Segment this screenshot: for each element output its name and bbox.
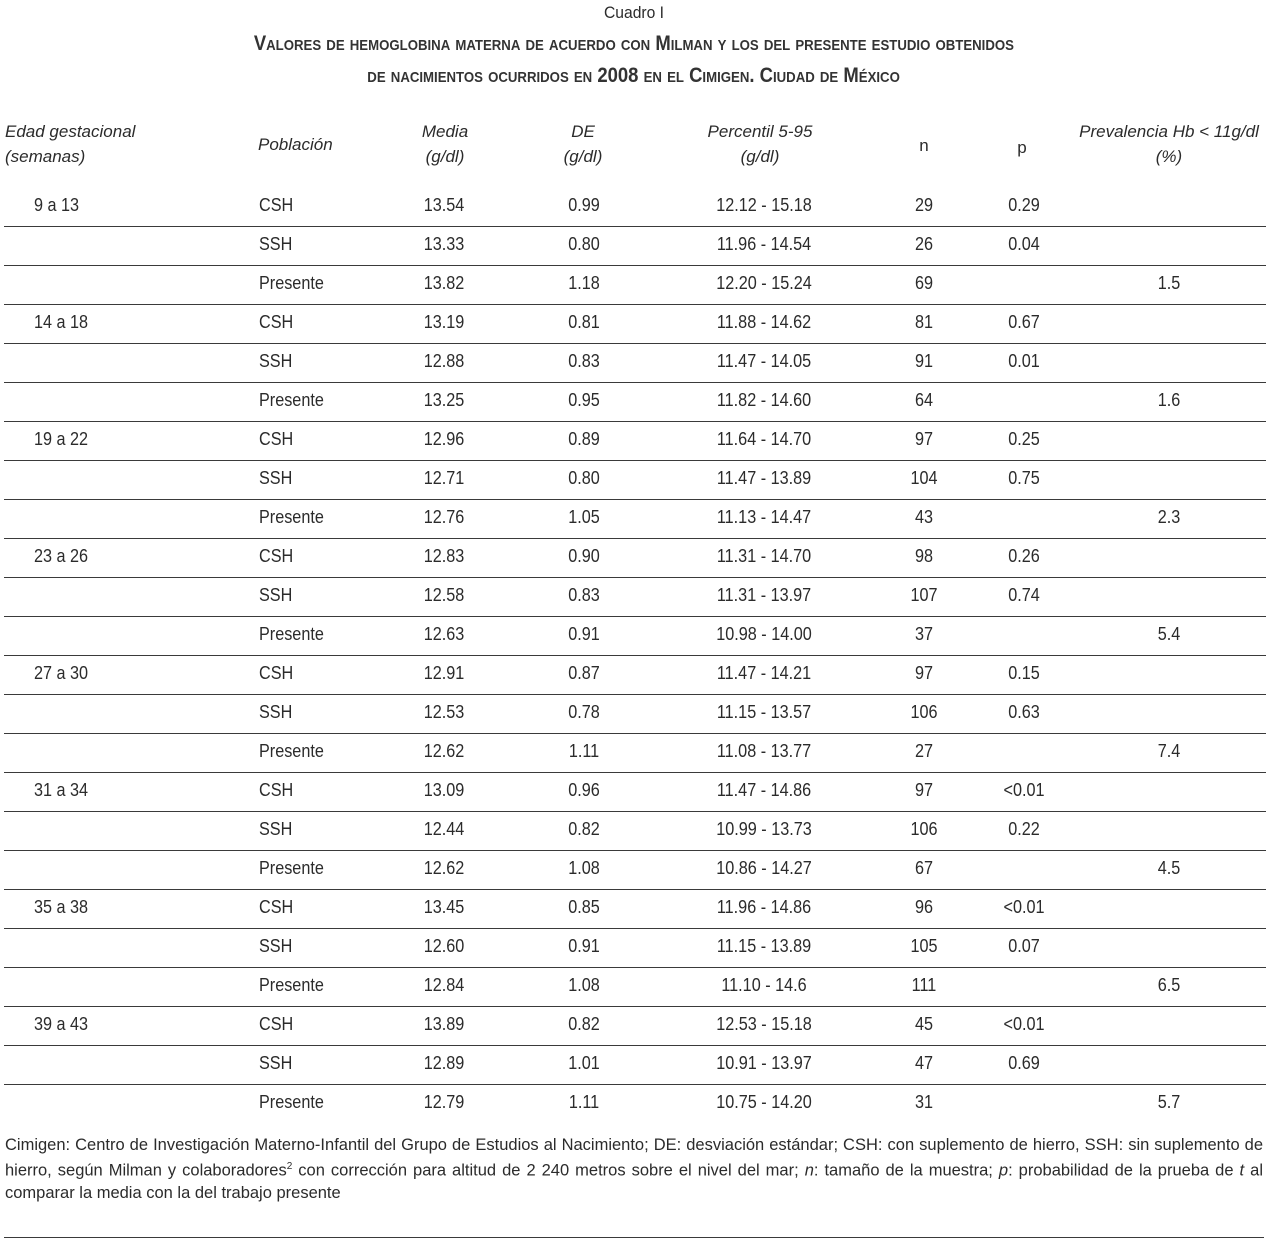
sd-cell: 0.80: [568, 234, 600, 254]
table-row: [4, 383, 1266, 422]
n-cell: 64: [914, 390, 934, 410]
population-cell: CSH: [259, 897, 294, 917]
percentile-cell: 11.10 - 14.6: [721, 975, 807, 995]
sd-cell: 0.82: [568, 819, 600, 839]
table-row: [4, 578, 1266, 617]
population-cell: Presente: [259, 741, 324, 761]
n-cell: 45: [914, 1014, 934, 1034]
n-cell: 106: [910, 702, 938, 722]
population-cell: SSH: [259, 351, 293, 371]
mean-cell: 12.79: [423, 1092, 465, 1112]
n-cell: 37: [914, 624, 934, 644]
mean-cell: 13.25: [423, 390, 465, 410]
population-cell: SSH: [259, 234, 293, 254]
mean-cell: 13.09: [423, 780, 465, 800]
prevalence-cell: 2.3: [1157, 507, 1181, 527]
population-cell: SSH: [259, 1053, 293, 1073]
header-sd: DE (g/dl): [563, 122, 603, 166]
n-cell: 31: [914, 1092, 934, 1112]
percentile-cell: 12.20 - 15.24: [716, 273, 812, 293]
mean-cell: 12.89: [423, 1053, 465, 1073]
prevalence-cell: 1.5: [1157, 273, 1181, 293]
percentile-cell: 11.13 - 14.47: [716, 507, 812, 527]
mean-cell: 12.63: [423, 624, 465, 644]
table-row: [4, 539, 1266, 578]
n-cell: 43: [914, 507, 934, 527]
n-cell: 96: [914, 897, 934, 917]
p-value-cell: 0.69: [1008, 1053, 1040, 1073]
population-cell: SSH: [259, 468, 293, 488]
table-row: [4, 227, 1266, 266]
header-p: p: [1017, 138, 1027, 157]
gestational-age-cell: 14 a 18: [34, 312, 89, 332]
table-footnote: Cimigen: Centro de Investigación Materno-Infantil del Grupo de Estudios al Nacimiento; DE: desviación estándar; CSH: con suplemento de hierro, SSH: sin suplemento de hierro, según Milman y colaboradores$^2$ con corrección para altitud de 2 240 metros sobre el nivel del mar; n: tamaño de la muestra; p: probabilidad de la prueba de t al comparar la media con la del trabajo presente: [5, 1136, 1263, 1202]
table-row: [4, 695, 1266, 734]
mean-cell: 13.33: [423, 234, 465, 254]
prevalence-cell: 7.4: [1157, 741, 1181, 761]
p-value-cell: 0.07: [1008, 936, 1040, 956]
header-percentile: Percentil 5-95 (g/dl): [707, 122, 813, 166]
population-cell: SSH: [259, 936, 293, 956]
mean-cell: 12.91: [423, 663, 465, 683]
p-value-cell: 0.67: [1008, 312, 1040, 332]
mean-cell: 12.88: [423, 351, 465, 371]
sd-cell: 0.99: [568, 195, 600, 215]
population-cell: CSH: [259, 780, 294, 800]
n-cell: 27: [914, 741, 934, 761]
population-cell: SSH: [259, 702, 293, 722]
table-row: [4, 1007, 1266, 1046]
table-row: [4, 656, 1266, 695]
sd-cell: 0.89: [568, 429, 600, 449]
population-cell: Presente: [259, 1092, 324, 1112]
sd-cell: 0.95: [568, 390, 600, 410]
population-cell: Presente: [259, 507, 324, 527]
table-row: [4, 1046, 1266, 1085]
percentile-cell: 12.12 - 15.18: [716, 195, 812, 215]
p-value-cell: <0.01: [1003, 1014, 1045, 1034]
gestational-age-cell: 27 a 30: [34, 663, 89, 683]
p-value-cell: 0.75: [1008, 468, 1040, 488]
prevalence-cell: 5.4: [1157, 624, 1181, 644]
mean-cell: 12.44: [423, 819, 465, 839]
n-cell: 67: [914, 858, 934, 878]
population-cell: CSH: [259, 195, 294, 215]
header-population: Población: [258, 135, 333, 154]
mean-cell: 13.82: [423, 273, 465, 293]
mean-cell: 12.83: [423, 546, 465, 566]
population-cell: SSH: [259, 819, 293, 839]
population-cell: CSH: [259, 546, 294, 566]
p-value-cell: 0.29: [1008, 195, 1040, 215]
prevalence-cell: 5.7: [1157, 1092, 1181, 1112]
mean-cell: 13.54: [423, 195, 465, 215]
mean-cell: 12.84: [423, 975, 465, 995]
sd-cell: 0.82: [568, 1014, 600, 1034]
percentile-cell: 11.88 - 14.62: [716, 312, 812, 332]
prevalence-cell: 1.6: [1157, 390, 1181, 410]
p-value-cell: 0.25: [1008, 429, 1040, 449]
sd-cell: 1.08: [568, 858, 600, 878]
n-cell: 29: [914, 195, 934, 215]
population-cell: Presente: [259, 975, 324, 995]
mean-cell: 12.96: [423, 429, 465, 449]
mean-cell: 12.76: [423, 507, 465, 527]
mean-cell: 12.62: [423, 741, 465, 761]
mean-cell: 13.45: [423, 897, 465, 917]
gestational-age-cell: 39 a 43: [34, 1014, 89, 1034]
p-value-cell: 0.04: [1008, 234, 1040, 254]
table-row: [4, 812, 1266, 851]
percentile-cell: 11.47 - 13.89: [716, 468, 812, 488]
n-cell: 69: [914, 273, 934, 293]
n-cell: 26: [914, 234, 934, 254]
table-row: [4, 305, 1266, 344]
gestational-age-cell: 9 a 13: [34, 195, 80, 215]
p-value-cell: 0.01: [1008, 351, 1040, 371]
percentile-cell: 12.53 - 15.18: [716, 1014, 812, 1034]
bottom-rule: [4, 1237, 1264, 1238]
n-cell: 106: [910, 819, 938, 839]
population-cell: CSH: [259, 312, 294, 332]
n-cell: 97: [914, 780, 934, 800]
gestational-age-cell: 23 a 26: [34, 546, 89, 566]
n-cell: 97: [914, 663, 934, 683]
mean-cell: 13.89: [423, 1014, 465, 1034]
table-title-line-2: de nacimientos ocurridos en 2008 en el Cimigen. Ciudad de México: [367, 64, 901, 87]
population-cell: SSH: [259, 585, 293, 605]
mean-cell: 12.62: [423, 858, 465, 878]
p-value-cell: 0.74: [1008, 585, 1040, 605]
sd-cell: 0.83: [568, 585, 600, 605]
table-row: [4, 851, 1266, 890]
table-row: [4, 500, 1266, 539]
hemoglobin-table: [0, 188, 1268, 1123]
percentile-cell: 11.47 - 14.86: [716, 780, 812, 800]
population-cell: CSH: [259, 663, 294, 683]
population-cell: CSH: [259, 1014, 294, 1034]
table-row: [4, 734, 1266, 773]
percentile-cell: 11.82 - 14.60: [716, 390, 812, 410]
n-cell: 107: [910, 585, 938, 605]
table-row: [4, 344, 1266, 383]
percentile-cell: 11.47 - 14.21: [716, 663, 812, 683]
percentile-cell: 11.31 - 13.97: [716, 585, 812, 605]
percentile-cell: 11.15 - 13.89: [716, 936, 812, 956]
table-row: [4, 773, 1266, 812]
table-caption: Cuadro I: [603, 3, 664, 22]
table-row: [4, 890, 1266, 929]
population-cell: Presente: [259, 390, 324, 410]
population-cell: Presente: [259, 858, 324, 878]
header-mean: Media (g/dl): [421, 122, 469, 166]
population-cell: Presente: [259, 624, 324, 644]
sd-cell: 1.08: [568, 975, 600, 995]
table-row: [4, 617, 1266, 656]
sd-cell: 1.01: [568, 1053, 600, 1073]
table-row: [4, 1085, 1266, 1123]
header-prevalence: Prevalencia Hb < 11g/dl (%): [1079, 122, 1259, 166]
mean-cell: 12.58: [423, 585, 465, 605]
percentile-cell: 10.99 - 13.73: [716, 819, 812, 839]
gestational-age-cell: 19 a 22: [34, 429, 89, 449]
percentile-cell: 11.96 - 14.54: [716, 234, 812, 254]
sd-cell: 1.11: [568, 741, 600, 761]
sd-cell: 0.90: [568, 546, 600, 566]
table-row: [4, 422, 1266, 461]
sd-cell: 0.85: [568, 897, 600, 917]
population-cell: Presente: [259, 273, 324, 293]
sd-cell: 0.87: [568, 663, 600, 683]
sd-cell: 1.18: [568, 273, 600, 293]
n-cell: 105: [910, 936, 938, 956]
p-value-cell: 0.63: [1008, 702, 1040, 722]
header-n: n: [919, 136, 929, 155]
p-value-cell: 0.26: [1008, 546, 1040, 566]
sd-cell: 0.81: [568, 312, 600, 332]
sd-cell: 0.78: [568, 702, 600, 722]
table-row: [4, 968, 1266, 1007]
table-row: [4, 266, 1266, 305]
mean-cell: 12.71: [423, 468, 465, 488]
percentile-cell: 10.75 - 14.20: [716, 1092, 812, 1112]
sd-cell: 0.91: [568, 624, 600, 644]
percentile-cell: 11.08 - 13.77: [716, 741, 812, 761]
n-cell: 91: [914, 351, 934, 371]
table-row: [4, 461, 1266, 500]
p-value-cell: 0.15: [1008, 663, 1040, 683]
sd-cell: 0.83: [568, 351, 600, 371]
n-cell: 98: [914, 546, 934, 566]
sd-cell: 0.80: [568, 468, 600, 488]
p-value-cell: 0.22: [1008, 819, 1040, 839]
mean-cell: 12.53: [423, 702, 465, 722]
percentile-cell: 11.47 - 14.05: [716, 351, 812, 371]
p-value-cell: <0.01: [1003, 897, 1045, 917]
table-row: [4, 929, 1266, 968]
gestational-age-cell: 31 a 34: [34, 780, 89, 800]
percentile-cell: 11.64 - 14.70: [716, 429, 812, 449]
percentile-cell: 10.91 - 13.97: [716, 1053, 812, 1073]
population-cell: CSH: [259, 429, 294, 449]
prevalence-cell: 6.5: [1157, 975, 1181, 995]
header-gestational-age: Edad gestacional (semanas): [5, 122, 136, 166]
mean-cell: 12.60: [423, 936, 465, 956]
sd-cell: 0.91: [568, 936, 600, 956]
table-title-line-1: Valores de hemoglobina materna de acuerdo con Milman y los del presente estudio obtenidos: [253, 32, 1015, 55]
table-row: [4, 188, 1266, 227]
percentile-cell: 11.31 - 14.70: [716, 546, 812, 566]
prevalence-cell: 4.5: [1157, 858, 1181, 878]
mean-cell: 13.19: [423, 312, 465, 332]
n-cell: 81: [914, 312, 934, 332]
percentile-cell: 11.15 - 13.57: [716, 702, 812, 722]
percentile-cell: 10.98 - 14.00: [716, 624, 812, 644]
sd-cell: 1.11: [568, 1092, 600, 1112]
n-cell: 111: [911, 975, 937, 995]
sd-cell: 0.96: [568, 780, 600, 800]
percentile-cell: 11.96 - 14.86: [716, 897, 812, 917]
n-cell: 97: [914, 429, 934, 449]
percentile-cell: 10.86 - 14.27: [716, 858, 812, 878]
sd-cell: 1.05: [568, 507, 600, 527]
p-value-cell: <0.01: [1003, 780, 1045, 800]
gestational-age-cell: 35 a 38: [34, 897, 89, 917]
n-cell: 104: [910, 468, 938, 488]
n-cell: 47: [914, 1053, 934, 1073]
